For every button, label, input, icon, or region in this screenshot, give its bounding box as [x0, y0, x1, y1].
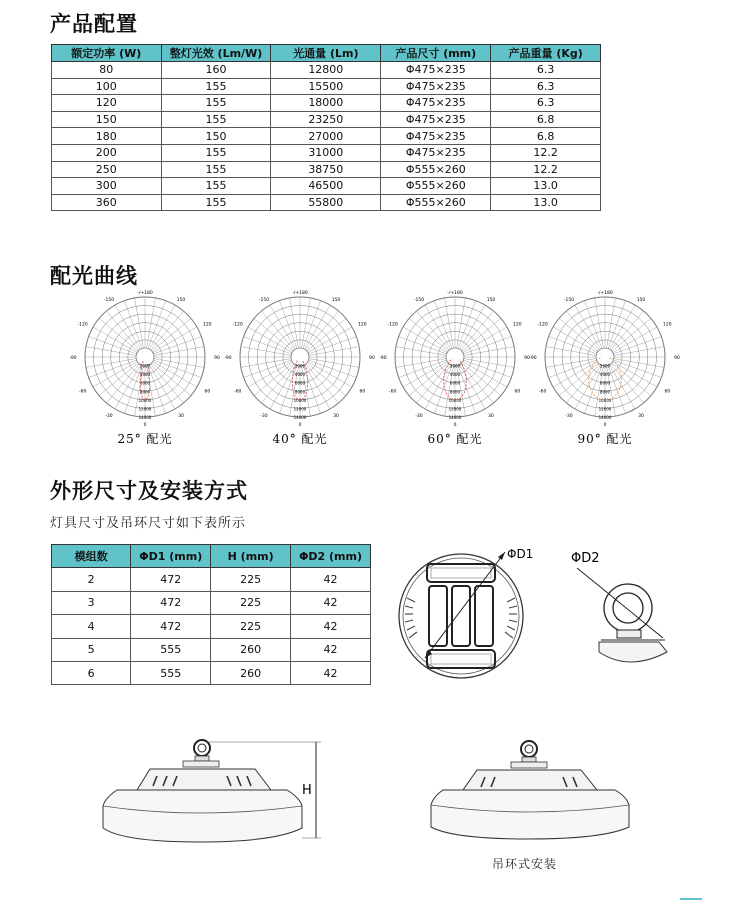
config-cell: Φ555×260 [381, 161, 491, 178]
polar-value-label: 4000 [599, 372, 611, 378]
top-view-fins [405, 598, 517, 638]
polar-angle-label: 0 [298, 423, 302, 428]
polar-angle-label: -90 [529, 356, 537, 361]
polar-angle-label: 150 [486, 297, 496, 303]
config-cell: Φ475×235 [381, 78, 491, 95]
polar-angle-label: -60 [78, 389, 87, 395]
polar-angle-label: -/+180 [292, 291, 308, 296]
config-cell: 13.0 [491, 178, 601, 195]
polar-value-label: 2000 [294, 363, 306, 369]
config-cell: 150 [52, 111, 162, 128]
polar-value-label: 14000 [598, 415, 612, 420]
polar-value-label: 8000 [599, 389, 611, 395]
config-header-size: 产品尺寸 (mm) [381, 45, 491, 62]
config-cell: 100 [52, 78, 162, 95]
config-cell: 155 [161, 161, 271, 178]
config-cell: Φ555×260 [381, 178, 491, 195]
polar-angle-label: 90 [674, 356, 680, 361]
polar-angle-label: -60 [388, 389, 397, 395]
module-cell: 225 [211, 615, 291, 638]
polar-angle-label: -150 [258, 297, 270, 303]
module-cell: 225 [211, 568, 291, 591]
config-row [52, 128, 601, 145]
config-cell: 155 [161, 95, 271, 112]
config-cell: 12.2 [491, 144, 601, 161]
config-cell: 6.8 [491, 128, 601, 145]
config-cell: 31000 [271, 144, 381, 161]
polar-angle-label: -/+180 [447, 291, 463, 296]
polar-angle-label: -120 [387, 322, 398, 328]
config-cell: 200 [52, 144, 162, 161]
config-cell: 360 [52, 194, 162, 211]
polar-value-label: 10000 [293, 397, 307, 403]
polar-chart [69, 290, 220, 446]
polar-value-label: 10000 [448, 397, 462, 403]
config-cell: 6.3 [491, 62, 601, 79]
side-view-drawing-2 [425, 735, 635, 845]
module-cell: 260 [211, 661, 291, 684]
module-header-row [52, 545, 371, 568]
module-row [52, 661, 371, 684]
polar-angle-label: -30 [105, 414, 113, 420]
module-header-h: H (mm) [211, 545, 291, 568]
polar-value-label: 12000 [598, 406, 612, 412]
config-cell: Φ475×235 [381, 128, 491, 145]
config-cell: 12.2 [491, 161, 601, 178]
config-cell: 46500 [271, 178, 381, 195]
polar-value-label: 12000 [293, 406, 307, 412]
module-cell: 42 [291, 591, 371, 614]
config-cell: 160 [161, 62, 271, 79]
config-cell: 38750 [271, 161, 381, 178]
polar-angle-label: -60 [233, 389, 242, 395]
config-header-power: 额定功率 (W) [52, 45, 162, 62]
config-row [52, 161, 601, 178]
config-cell: Φ475×235 [381, 95, 491, 112]
dimension-subtitle: 灯具尺寸及吊环尺寸如下表所示 [50, 516, 247, 531]
polar-value-label: 12000 [448, 406, 462, 412]
polar-value-label: 8000 [139, 389, 151, 395]
polar-value-label: 10000 [598, 397, 612, 403]
config-row [52, 111, 601, 128]
polar-value-label: 8000 [294, 389, 306, 395]
top-view-module-right [475, 586, 493, 646]
polar-value-label: 6000 [139, 380, 151, 386]
polar-angle-label: 90 [524, 356, 530, 361]
side-ring [194, 740, 210, 756]
polar-value-label: 10000 [138, 397, 152, 403]
dimension-title: 外形尺寸及安装方式 [50, 479, 248, 503]
polar-caption: 25° 配光 [117, 432, 173, 446]
polar-angle-label: 60 [359, 389, 366, 395]
polar-value-label: 6000 [294, 380, 306, 386]
module-cell: 472 [131, 568, 211, 591]
config-cell: 120 [52, 95, 162, 112]
module-cell: 555 [131, 661, 211, 684]
polar-value-label: 4000 [294, 372, 306, 378]
config-cell: 6.3 [491, 95, 601, 112]
footer-accent [680, 898, 702, 900]
module-cell: 42 [291, 661, 371, 684]
config-cell: 250 [52, 161, 162, 178]
polar-angle-label: 90 [369, 356, 375, 361]
ring-inner [613, 593, 643, 623]
config-cell: 150 [161, 128, 271, 145]
module-cell: 4 [52, 615, 131, 638]
config-cell: 80 [52, 62, 162, 79]
module-header-count: 模组数 [52, 545, 131, 568]
polar-caption: 90° 配光 [577, 432, 633, 446]
polar-angle-label: -30 [565, 414, 573, 420]
curve-title: 配光曲线 [50, 264, 138, 288]
polar-angle-label: -150 [563, 297, 575, 303]
config-row [52, 144, 601, 161]
config-cell: 6.8 [491, 111, 601, 128]
polar-angle-label: 0 [143, 423, 147, 428]
polar-value-label: 6000 [599, 380, 611, 386]
polar-value-label: 14000 [448, 415, 462, 420]
polar-value-label: 14000 [138, 415, 152, 420]
polar-angle-label: 30 [638, 414, 644, 420]
module-cell: 225 [211, 591, 291, 614]
polar-value-label: 2000 [139, 363, 151, 369]
d2-dimension-line [577, 568, 663, 638]
polar-angle-label: -150 [413, 297, 425, 303]
module-header-d1: ΦD1 (mm) [131, 545, 211, 568]
polar-chart [529, 290, 680, 446]
module-cell: 42 [291, 568, 371, 591]
polar-angle-label: -120 [232, 322, 243, 328]
module-row [52, 638, 371, 661]
module-row [52, 591, 371, 614]
polar-angle-label: 60 [204, 389, 211, 395]
module-cell: 6 [52, 661, 131, 684]
module-cell: 5 [52, 638, 131, 661]
polar-angle-label: 120 [663, 322, 672, 328]
config-cell: 27000 [271, 128, 381, 145]
polar-angle-label: 120 [358, 322, 367, 328]
module-cell: 260 [211, 638, 291, 661]
config-cell: 180 [52, 128, 162, 145]
config-table [51, 44, 601, 211]
polar-value-label: 6000 [449, 380, 461, 386]
polar-angle-label: -/+180 [597, 291, 613, 296]
polar-angle-label: 90 [214, 356, 220, 361]
polar-angle-label: -90 [224, 356, 232, 361]
polar-angle-label: 60 [664, 389, 671, 395]
config-row [52, 62, 601, 79]
module-cell: 472 [131, 591, 211, 614]
config-header-weight: 产品重量 (Kg) [491, 45, 601, 62]
polar-caption: 60° 配光 [427, 432, 483, 446]
config-row [52, 194, 601, 211]
config-row [52, 78, 601, 95]
config-cell: 155 [161, 144, 271, 161]
config-row [52, 95, 601, 112]
polar-caption: 40° 配光 [272, 432, 328, 446]
ring-outer [604, 584, 652, 632]
config-cell: Φ475×235 [381, 111, 491, 128]
polar-angle-label: -60 [538, 389, 547, 395]
install-caption: 吊环式安装 [492, 857, 558, 871]
top-view-module-center [452, 586, 470, 646]
config-row [52, 178, 601, 195]
polar-angle-label: 30 [178, 414, 184, 420]
polar-angle-label: 150 [331, 297, 341, 303]
config-cell: 18000 [271, 95, 381, 112]
polar-value-label: 12000 [138, 406, 152, 412]
config-cell: Φ475×235 [381, 144, 491, 161]
config-header-flux: 光通量 (Lm) [271, 45, 381, 62]
polar-angle-label: 150 [176, 297, 186, 303]
polar-value-label: 4000 [449, 372, 461, 378]
config-cell: 6.3 [491, 78, 601, 95]
polar-angle-label: -120 [77, 322, 88, 328]
polar-angle-label: -/+180 [137, 291, 153, 296]
polar-angle-label: -90 [379, 356, 387, 361]
config-header-row [52, 45, 601, 62]
polar-angle-label: 30 [488, 414, 494, 420]
polar-angle-label: 120 [203, 322, 212, 328]
module-table [51, 544, 371, 685]
module-cell: 472 [131, 615, 211, 638]
module-cell: 42 [291, 638, 371, 661]
polar-chart [224, 290, 375, 446]
polar-value-label: 4000 [139, 372, 151, 378]
module-cell: 2 [52, 568, 131, 591]
polar-angle-label: -120 [537, 322, 548, 328]
polar-value-label: 8000 [449, 389, 461, 395]
config-cell: 15500 [271, 78, 381, 95]
config-header-efficacy: 整灯光效 (Lm/W) [161, 45, 271, 62]
polar-angle-label: 0 [603, 423, 607, 428]
polar-angle-label: 30 [333, 414, 339, 420]
h-label: H [302, 783, 312, 798]
top-view-module-bottom [427, 650, 495, 668]
side-view-drawing [95, 730, 335, 855]
polar-angle-label: -90 [69, 356, 77, 361]
module-row [52, 615, 371, 638]
top-view-outer-ring [399, 554, 523, 678]
top-view-module-left [429, 586, 447, 646]
module-row [52, 568, 371, 591]
config-cell: 12800 [271, 62, 381, 79]
polar-angle-label: 150 [636, 297, 646, 303]
top-view-drawing [385, 540, 545, 690]
config-cell: 155 [161, 194, 271, 211]
module-cell: 555 [131, 638, 211, 661]
d2-label: ΦD2 [571, 551, 600, 566]
polar-angle-label: 60 [514, 389, 521, 395]
config-cell: 55800 [271, 194, 381, 211]
polar-value-label: 2000 [449, 363, 461, 369]
config-cell: Φ475×235 [381, 62, 491, 79]
polar-angle-label: 120 [513, 322, 522, 328]
module-cell: 3 [52, 591, 131, 614]
config-cell: 23250 [271, 111, 381, 128]
config-cell: Φ555×260 [381, 194, 491, 211]
polar-value-label: 2000 [599, 363, 611, 369]
polar-angle-label: -150 [103, 297, 115, 303]
polar-angle-label: -30 [260, 414, 268, 420]
polar-angle-label: -30 [415, 414, 423, 420]
polar-value-label: 14000 [293, 415, 307, 420]
polar-angle-label: 0 [453, 423, 457, 428]
d1-label: ΦD1 [507, 547, 534, 561]
config-cell: 155 [161, 111, 271, 128]
ring-mount [617, 630, 641, 638]
module-cell: 42 [291, 615, 371, 638]
config-title: 产品配置 [50, 12, 138, 36]
module-header-d2: ΦD2 (mm) [291, 545, 371, 568]
config-cell: 300 [52, 178, 162, 195]
polar-chart [379, 290, 530, 446]
config-cell: 155 [161, 178, 271, 195]
config-cell: 13.0 [491, 194, 601, 211]
hanging-ring-drawing [565, 540, 685, 670]
polar-charts [0, 285, 750, 455]
config-cell: 155 [161, 78, 271, 95]
top-view-inner-ring [403, 558, 519, 674]
